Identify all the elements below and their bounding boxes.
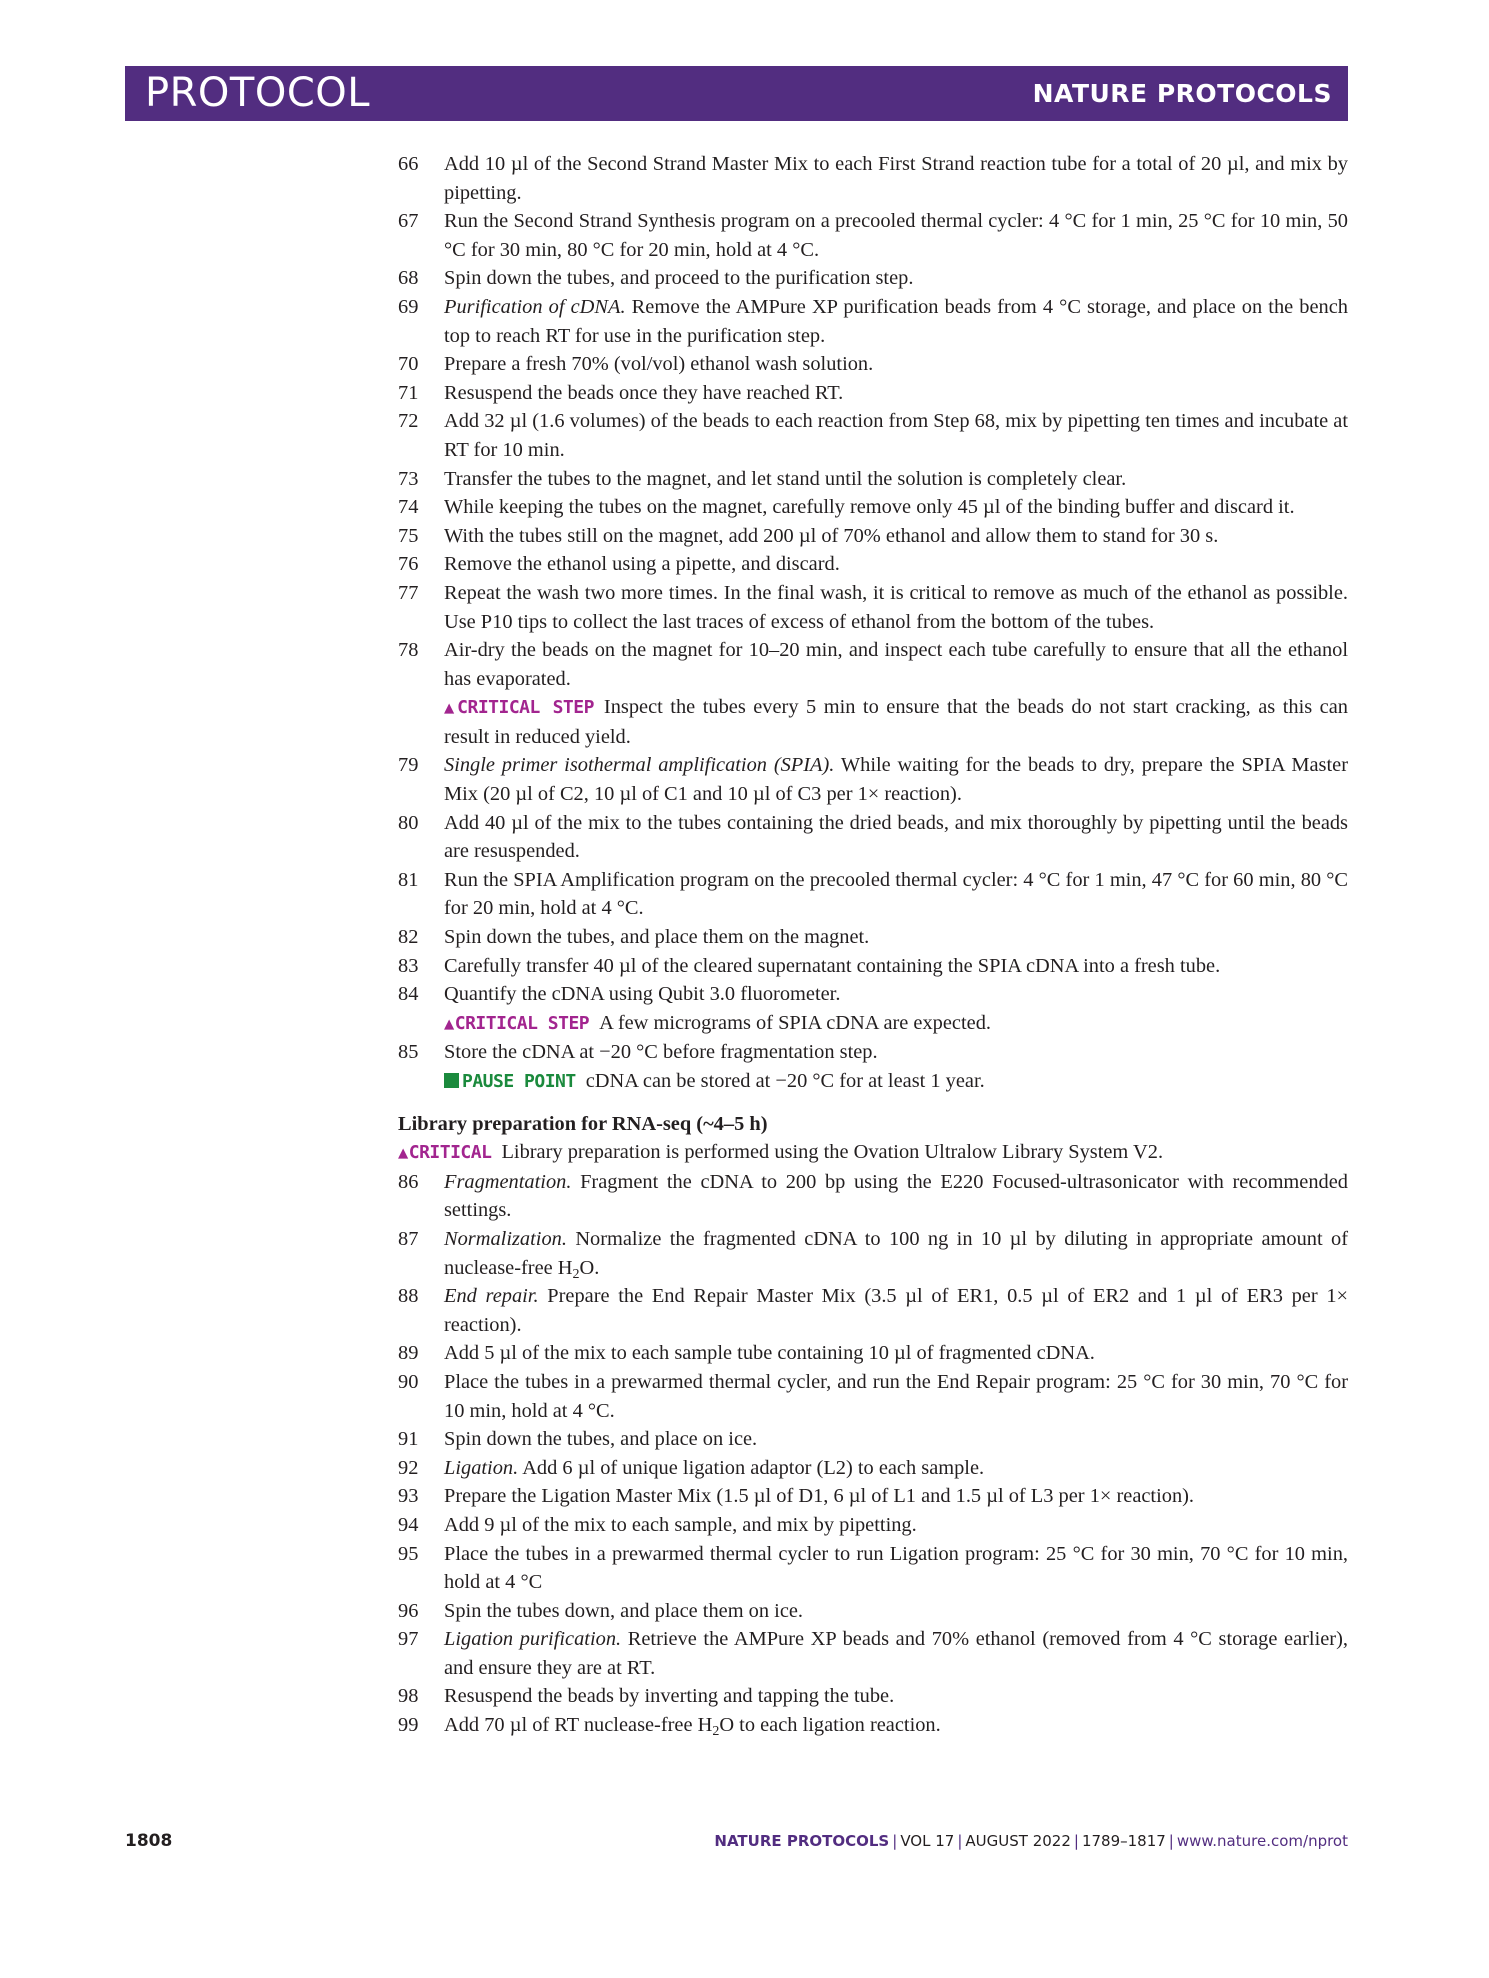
step-number: 80 <box>398 811 419 834</box>
step-number: 82 <box>398 926 419 949</box>
step-text: Remove the AMPure XP purification beads from 4 °C storage, and place on the bench top to reach RT for use in the purification step. <box>444 295 1348 347</box>
step-99 <box>398 1711 1348 1740</box>
step-number: 88 <box>398 1285 419 1308</box>
step-94 <box>398 1511 1348 1540</box>
header-bar <box>125 66 1348 121</box>
warning-triangle-icon: ▲ <box>444 1013 454 1034</box>
step-text: Fragment the cDNA to 200 bp using the E220 Focused-ultrasonicator with recommended settings. <box>444 1170 1348 1222</box>
step-71 <box>398 379 1348 408</box>
step-87 <box>398 1225 1348 1282</box>
step-number: 87 <box>398 1227 419 1250</box>
step-85 <box>398 1038 1348 1096</box>
step-number: 73 <box>398 467 419 490</box>
critical-step-text: Inspect the tubes every 5 min to ensure that the beads do not start cracking, as this can result in reduced yield. <box>444 696 1348 748</box>
step-83 <box>398 952 1348 981</box>
critical-step-text: A few micrograms of SPIA cDNA are expected. <box>599 1011 991 1034</box>
step-97 <box>398 1625 1348 1682</box>
step-number: 66 <box>398 153 419 175</box>
step-number: 67 <box>398 210 419 233</box>
footer-date: AUGUST 2022 <box>965 1832 1071 1850</box>
footer-pages: 1789–1817 <box>1081 1832 1166 1850</box>
critical-step-note <box>444 693 1348 751</box>
step-number: 99 <box>398 1714 419 1737</box>
pause-point-tag: PAUSE POINT <box>444 1071 576 1092</box>
step-number: 77 <box>398 581 419 604</box>
step-text: Spin down the tubes, and proceed to the purification step. <box>444 267 914 290</box>
step-text: Prepare the End Repair Master Mix (3.5 µl of ER1, 0.5 µl of ER2 and 1 µl of ER3 per 1× reaction). <box>444 1285 1349 1336</box>
step-number: 79 <box>398 754 419 777</box>
step-72 <box>398 407 1348 464</box>
step-76 <box>398 550 1348 579</box>
footer-separator: | <box>892 1832 898 1850</box>
step-title: Single primer isothermal amplification (SPIA). <box>444 754 835 777</box>
step-number: 78 <box>398 639 419 662</box>
protocol-body <box>398 150 1348 1740</box>
step-number: 98 <box>398 1685 419 1708</box>
article-type-label: PROTOCOL <box>145 70 371 116</box>
step-number: 93 <box>398 1485 419 1508</box>
critical-step-tag: ▲CRITICAL STEP <box>444 697 594 719</box>
step-77 <box>398 579 1348 636</box>
step-text: Spin down the tubes, and place them on the magnet. <box>444 926 870 949</box>
step-text: Spin the tubes down, and place them on ice. <box>444 1599 804 1622</box>
pause-point-text: cDNA can be stored at −20 °C for at least 1 year. <box>585 1070 985 1092</box>
step-text: With the tubes still on the magnet, add 200 µl of 70% ethanol and allow them to stand for 30 s. <box>444 524 1219 547</box>
step-text: Prepare the Ligation Master Mix (1.5 µl of D1, 6 µl of L1 and 1.5 µl of L3 per 1× reaction). <box>444 1485 1195 1508</box>
step-number: 90 <box>398 1370 419 1393</box>
step-text: Add 9 µl of the mix to each sample, and mix by pipetting. <box>444 1513 917 1536</box>
step-number: 89 <box>398 1342 419 1365</box>
step-text: Add 5 µl of the mix to each sample tube containing 10 µl of fragmented cDNA. <box>444 1342 1095 1365</box>
step-text: Repeat the wash two more times. In the final wash, it is critical to remove as much of the ethanol as possible. Use P10 tips to collect the last traces of excess of ethanol from the bottom of the tubes. <box>444 581 1348 633</box>
step-text-end: O. <box>579 1256 600 1279</box>
step-number: 81 <box>398 868 419 891</box>
step-90 <box>398 1368 1348 1425</box>
step-96 <box>398 1597 1348 1626</box>
step-text-end: O to each ligation reaction. <box>719 1714 941 1737</box>
step-text: Remove the ethanol using a pipette, and discard. <box>444 553 840 576</box>
step-79 <box>398 751 1348 808</box>
step-text: Run the Second Strand Synthesis program on a precooled thermal cycler: 4 °C for 1 min, 25 °C for 10 min, 50 °C for 30 min, 80 °C for 20 min, hold at 4 °C. <box>444 210 1348 261</box>
step-text: Resuspend the beads once they have reached RT. <box>444 381 844 404</box>
step-number: 86 <box>398 1170 419 1193</box>
step-93 <box>398 1482 1348 1511</box>
subscript: 2 <box>572 1266 580 1282</box>
step-text: Store the cDNA at −20 °C before fragmentation step. <box>444 1041 878 1064</box>
step-88 <box>398 1282 1348 1339</box>
footer-separator: | <box>1073 1832 1079 1850</box>
footer-separator: | <box>1168 1832 1174 1850</box>
step-text: Quantify the cDNA using Qubit 3.0 fluorometer. <box>444 983 841 1006</box>
step-number: 97 <box>398 1628 419 1651</box>
journal-name-header: NATURE PROTOCOLS <box>1032 79 1332 108</box>
step-67 <box>398 207 1348 264</box>
step-70 <box>398 350 1348 379</box>
step-text: Place the tubes in a prewarmed thermal cycler to run Ligation program: 25 °C for 30 min, 70 °C for 10 min, hold at 4 °C <box>444 1542 1348 1594</box>
footer-journal: NATURE PROTOCOLS <box>714 1832 890 1850</box>
step-text: Carefully transfer 40 µl of the cleared supernatant containing the SPIA cDNA into a fresh tube. <box>444 954 1221 977</box>
step-title: Fragmentation. <box>444 1170 572 1193</box>
step-number: 76 <box>398 553 419 576</box>
step-91 <box>398 1425 1348 1454</box>
step-number: 92 <box>398 1456 419 1479</box>
step-69 <box>398 293 1348 350</box>
step-text: Run the SPIA Amplification program on the precooled thermal cycler: 4 °C for 1 min, 47 °C for 60 min, 80 °C for 20 min, hold at 4 °C. <box>444 868 1348 920</box>
critical-step-tag: ▲CRITICAL STEP <box>444 1012 590 1034</box>
step-number: 94 <box>398 1513 419 1536</box>
warning-triangle-icon: ▲ <box>444 698 457 719</box>
step-number: 95 <box>398 1542 419 1565</box>
step-89 <box>398 1339 1348 1368</box>
step-74 <box>398 493 1348 522</box>
critical-text: Library preparation is performed using the Ovation Ultralow Library System V2. <box>501 1141 1164 1164</box>
step-number: 68 <box>398 267 419 290</box>
step-text: Add 40 µl of the mix to the tubes containing the dried beads, and mix thoroughly by pipetting until the beads are resuspended. <box>444 811 1348 863</box>
footer-volume: VOL 17 <box>900 1832 955 1850</box>
step-68 <box>398 264 1348 293</box>
step-80 <box>398 809 1348 866</box>
step-66 <box>398 150 1348 207</box>
step-95 <box>398 1540 1348 1597</box>
subscript: 2 <box>712 1724 720 1740</box>
footer-separator: | <box>957 1832 963 1850</box>
footer-citation <box>714 1832 1348 1850</box>
step-title: Ligation purification. <box>444 1628 622 1651</box>
step-title: Ligation. <box>444 1456 519 1479</box>
page-number: 1808 <box>125 1831 173 1851</box>
step-number: 84 <box>398 983 419 1006</box>
step-number: 71 <box>398 381 419 404</box>
section-heading: Library preparation for RNA-seq (~4–5 h) <box>398 1112 768 1135</box>
step-text: Add 6 µl of unique ligation adaptor (L2) to each sample. <box>522 1456 985 1479</box>
step-number: 69 <box>398 295 419 318</box>
step-73 <box>398 465 1348 494</box>
step-text: Place the tubes in a prewarmed thermal cycler, and run the End Repair program: 25 °C for 30 min, 70 °C for 10 min, hold at 4 °C. <box>444 1370 1348 1422</box>
pause-square-icon <box>444 1073 459 1088</box>
step-title: End repair. <box>444 1285 539 1308</box>
step-text: Air-dry the beads on the magnet for 10–20 min, and inspect each tube carefully to ensure that all the ethanol has evaporated. <box>444 639 1348 690</box>
critical-step-note <box>444 1009 1348 1039</box>
step-title: Purification of cDNA. <box>444 295 626 318</box>
step-text: Add 10 µl of the Second Strand Master Mix to each First Strand reaction tube for a total of 20 µl, and mix by pipetting. <box>444 153 1348 204</box>
step-text: While waiting for the beads to dry, prepare the SPIA Master Mix (20 µl of C2, 10 µl of C1 and 10 µl of C3 per 1× reaction). <box>444 754 1348 806</box>
step-86 <box>398 1168 1348 1225</box>
critical-tag: ▲CRITICAL <box>398 1142 492 1164</box>
step-text: Spin down the tubes, and place on ice. <box>444 1428 758 1451</box>
step-text: Resuspend the beads by inverting and tapping the tube. <box>444 1685 895 1708</box>
step-75 <box>398 522 1348 551</box>
step-number: 75 <box>398 524 419 547</box>
step-text: Prepare a fresh 70% (vol/vol) ethanol wash solution. <box>444 353 874 376</box>
step-text: Add 70 µl of RT nuclease-free H <box>444 1714 713 1737</box>
step-text: While keeping the tubes on the magnet, carefully remove only 45 µl of the binding buffer and discard it. <box>444 496 1295 519</box>
step-text: Retrieve the AMPure XP beads and 70% ethanol (removed from 4 °C storage earlier), and ensure they are at RT. <box>444 1628 1348 1679</box>
step-81 <box>398 866 1348 923</box>
step-number: 72 <box>398 410 419 433</box>
pause-point-note <box>444 1067 1348 1097</box>
step-82 <box>398 923 1348 952</box>
step-number: 83 <box>398 954 419 977</box>
step-number: 85 <box>398 1041 419 1064</box>
section-critical-note <box>398 1138 1348 1168</box>
step-number: 96 <box>398 1599 419 1622</box>
step-78 <box>398 636 1348 751</box>
step-92 <box>398 1454 1348 1483</box>
step-number: 91 <box>398 1428 419 1451</box>
step-text: Normalize the fragmented cDNA to 100 ng in 10 µl by diluting in appropriate amount of nuclease-free H <box>444 1227 1348 1279</box>
warning-triangle-icon: ▲ <box>398 1143 408 1164</box>
step-text: Add 32 µl (1.6 volumes) of the beads to each reaction from Step 68, mix by pipetting ten times and incubate at RT for 10 min. <box>444 410 1348 461</box>
step-84 <box>398 980 1348 1038</box>
step-text: Transfer the tubes to the magnet, and let stand until the solution is completely clear. <box>444 467 1127 490</box>
step-98 <box>398 1682 1348 1711</box>
footer-url-link[interactable]: www.nature.com/nprot <box>1176 1832 1348 1850</box>
step-title: Normalization. <box>444 1227 567 1250</box>
step-number: 74 <box>398 496 419 519</box>
step-number: 70 <box>398 353 419 376</box>
